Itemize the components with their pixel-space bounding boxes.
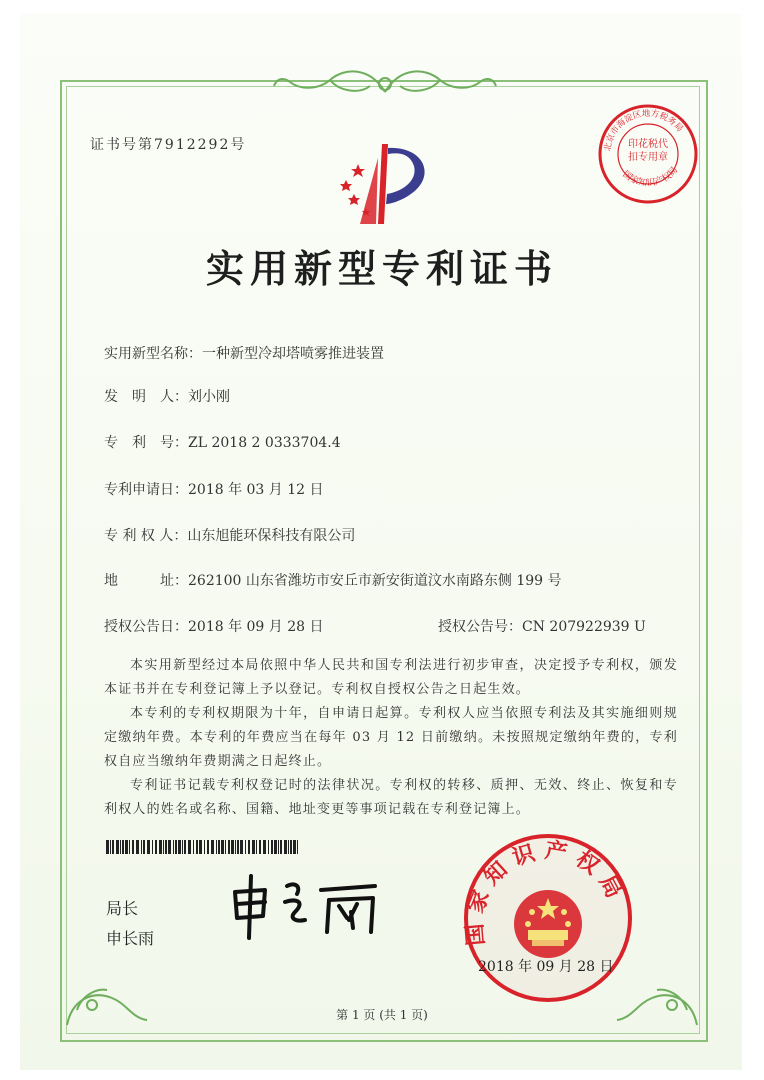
- director-signature: [225, 872, 385, 942]
- barcode-bar: [129, 840, 130, 854]
- barcode-bar: [196, 840, 198, 854]
- barcode-bar: [110, 840, 111, 854]
- field-application-date: [104, 479, 324, 499]
- cnipa-seal-ring-text: 国家知识产权局: [462, 838, 631, 947]
- barcode-bar: [147, 840, 150, 854]
- barcode-bar: [182, 840, 183, 854]
- field-value: 2018 年 09 月 28 日: [188, 619, 324, 635]
- tax-stamp-seal: [596, 102, 700, 206]
- field-grant-announcement-number: [438, 616, 646, 636]
- barcode-bar: [163, 840, 164, 854]
- barcode-bar: [136, 840, 139, 854]
- field-value: ZL 2018 2 0333704.4: [188, 435, 341, 451]
- certificate-number: 证书号第7912292号: [90, 137, 247, 153]
- barcode-bar: [178, 840, 181, 854]
- barcode-bar: [188, 840, 191, 854]
- barcode-bar: [199, 840, 202, 854]
- barcode-bar: [268, 840, 269, 854]
- barcode-bar: [116, 840, 119, 854]
- barcode-bar: [290, 840, 292, 854]
- barcode-bar: [159, 840, 162, 854]
- barcode-bar: [218, 840, 220, 854]
- field-label: 发 明 人：: [104, 389, 188, 405]
- barcode-bar: [125, 840, 128, 854]
- barcode-bar: [143, 840, 145, 854]
- field-utility-model-name: [104, 343, 384, 363]
- barcode-bar: [263, 840, 266, 854]
- tax-stamp-bottom-text: 国家知识产权局: [620, 165, 681, 189]
- field-value: CN 207922939 U: [522, 619, 646, 635]
- barcode-bar: [228, 840, 230, 854]
- barcode-bar: [235, 840, 236, 854]
- tax-stamp-ring-text: 北京市海淀区地方税务局: [602, 108, 685, 153]
- field-value: 山东旭能环保科技有限公司: [187, 528, 356, 544]
- field-value: 一种新型冷却塔喷雾推进装置: [202, 346, 384, 362]
- field-label: 地 址：: [104, 573, 188, 589]
- barcode-bar: [297, 840, 298, 854]
- field-value: 刘小刚: [188, 389, 230, 405]
- barcode-bar: [256, 840, 257, 854]
- field-label: 专 利 号：: [104, 435, 188, 451]
- barcode-bar: [280, 840, 282, 854]
- barcode-bar: [284, 840, 287, 854]
- barcode-bar: [155, 840, 157, 854]
- barcode-bar: [240, 840, 243, 854]
- barcode-bar: [259, 840, 261, 854]
- field-inventor: [104, 386, 230, 406]
- barcode-bar: [173, 840, 174, 854]
- barcode-bar: [288, 840, 289, 854]
- official-title: 局长: [106, 899, 139, 918]
- barcode-bar: [165, 840, 167, 854]
- barcode-bar: [278, 840, 279, 854]
- barcode-bar: [152, 840, 153, 854]
- barcode-bar: [245, 840, 246, 854]
- field-address: [104, 570, 562, 590]
- barcode-bar: [141, 840, 142, 854]
- barcode-bar: [248, 840, 250, 854]
- official-name: 申长雨: [106, 929, 155, 948]
- field-label: 专利申请日：: [104, 482, 188, 498]
- barcode-bar: [274, 840, 277, 854]
- barcode-bar: [168, 840, 171, 854]
- field-patentee: [104, 525, 355, 545]
- cnipa-official-seal: [462, 832, 634, 1004]
- barcode-bar: [184, 840, 186, 854]
- body-paragraph: 本实用新型经过本局依照中华人民共和国专利法进行初步审查，决定授予专利权，颁发本证书并在专利登记簿上予以登记。专利权自授权公告之日起生效。: [104, 658, 678, 697]
- barcode-bar: [271, 840, 273, 854]
- field-label: 专 利 权 人：: [104, 528, 188, 544]
- barcode: [106, 840, 302, 854]
- barcode-bar: [132, 840, 134, 854]
- patent-office-logo: [330, 138, 440, 228]
- barcode-bar: [231, 840, 234, 854]
- barcode-bar: [216, 840, 217, 854]
- national-emblem: [514, 890, 582, 958]
- barcode-bar: [207, 840, 209, 854]
- barcode-bar: [293, 840, 296, 854]
- grant-date: 2018 年 09 月 28 日: [478, 959, 614, 975]
- top-ornament: [270, 62, 500, 102]
- body-paragraph: 专利证书记载专利权登记时的法律状况。专利权的转移、质押、无效、终止、恢复和专利权人的姓名或名称、国籍、地址变更等事项记载在专利登记簿上。: [104, 778, 678, 817]
- barcode-bar: [106, 840, 109, 854]
- field-grant-announcement-date: [104, 616, 324, 636]
- barcode-bar: [211, 840, 214, 854]
- barcode-bar: [237, 840, 239, 854]
- barcode-bar: [112, 840, 114, 854]
- body-paragraph: 本专利的专利权期限为十年，自申请日起算。专利权人应当依照专利法及其实施细则规定缴纳年费。本专利的年费应当在每年 03 月 12 日前缴纳。未按照规定缴纳年费的，专利权自应当缴纳年费期满之日起终止。: [104, 706, 678, 769]
- barcode-bar: [225, 840, 226, 854]
- barcode-bar: [175, 840, 177, 854]
- barcode-bar: [122, 840, 124, 854]
- page-number: 第 1 页 (共 1 页): [336, 1008, 428, 1022]
- field-value: 2018 年 03 月 12 日: [188, 482, 324, 498]
- barcode-bar: [193, 840, 194, 854]
- barcode-bar: [252, 840, 255, 854]
- tax-stamp-center-text: 印花税代扣专用章: [628, 139, 668, 163]
- barcode-bar: [221, 840, 224, 854]
- field-value: 262100 山东省潍坊市安丘市新安街道汶水南路东侧 199 号: [188, 573, 562, 589]
- barcode-bar: [120, 840, 121, 854]
- field-label: 授权公告号：: [438, 619, 522, 635]
- barcode-bar: [204, 840, 205, 854]
- field-label: 实用新型名称：: [104, 346, 202, 362]
- field-label: 授权公告日：: [104, 619, 188, 635]
- field-patent-number: [104, 432, 341, 452]
- certificate-title: 实用新型专利证书: [205, 246, 558, 291]
